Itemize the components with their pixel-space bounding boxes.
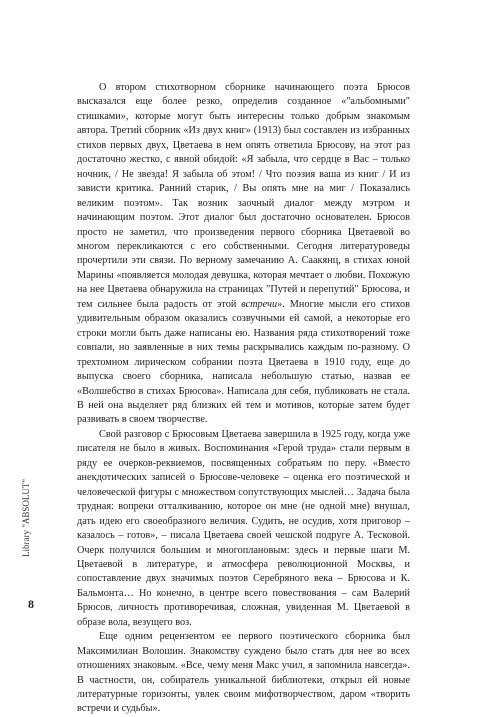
paragraph-voloshin: Еще одним рецензентом ее первого поэтического сборника был Максимилиан Волошин. Знакомству суждено было стать для нее во всех отношениях знаковым. «Все, чему меня Макс учил, я запомнила навсегда». В частности, он, собиратель уникальной библиотеки, открыл ей новые литературные горизонты, увлек своим мифотворчеством, даром «творить встречи и судьбы».: [77, 631, 410, 715]
page-number: 8: [28, 597, 34, 611]
paragraph-brusov-second-collection: О втором стихотворном сборнике начинающего поэта Брюсов высказался еще более резко, определив созданное «"альбомными" стишками», которые могут быть интересны только добрым знакомым автора. Третий сборник «Из двух книг» (1913) был составлен из избранных стихов первых двух, Цветаева в нем опять ответила Брюсову, на этот раз достаточно жестко, с явной обидой: «Я забыла, что сердце в Вас – только ночник, / Не звезда! Я забыла об этом! / Что поэзия ваша из книг / И из зависти критика. Ранний старик, / Вы опять мне на миг / Показались великим поэтом». Так возник заочный диалог между мэтром и начинающим поэтом. Этот диалог был достаточно основателен. Брюсов просто не заметил, что произведения первого сборника Цветаевой во многом перекликаются с его собственными. Сегодня литературоведы прочертили эти связи. По верному замечанию А. Саакянц, в стихах юной Марины «появляется молодая девушка, которая мечтает о любви. Похожую на нее Цветаева обнаружила на страницах "Путей и перепутий" Брюсова, и тем сильнее была радость от этой встречи». Многие мысли его стихов удивительным образом оказались созвучными ей самой, а некоторые его строки могли быть даже написаны ею. Названия ряда стихотворений тоже совпали, но заявленные в них темы раскрывались каждым по-разному. О трехтомном лирическом собрании поэта Цветаева в 1910 году, еще до выпуска своего сборника, написала небольшую статью, назвав ее «Волшебство в стихах Брюсова». Написала для себя, публиковать не стала. В ней она выделяет ряд близких ей тем и мотивов, которые затем будет развивать в своем творчестве.: [77, 82, 410, 426]
body-text: [77, 81, 410, 717]
paragraph-hero-of-labor: Свой разговор с Брюсовым Цветаева завершила в 1925 году, когда уже писателя не было в живых. Воспоминания «Герой труда» стали первым в ряду ее очерков-реквиемов, посвященных собратьям по перу. «Вместо анекдотических записей о Брюсове-человеке – оценка его поэтической и человеческой фигуры с множеством сопутствующих мыслей… Задача была трудная: вопреки отталкиванию, которое он мне (не одной мне) внушал, дать идею его своеобразного величия. Судить, не осудив, хотя приговор – казалось – готов», – писала Цветаева своей чешской подруге А. Тесковой. Очерк получился большим и многоплановым: здесь и первые шаги М. Цветаевой в литературе, и атмосфера революционной Москвы, и сопоставление двух значимых поэтов Серебряного века – Брюсова и К. Бальмонта… Но конечно, в центре всего повествования – сам Валерий Брюсов, личность противоречивая, сложная, увиденная М. Цветаевой в образе вола, везущего воз.: [77, 428, 410, 628]
emphasis-meeting: встречи: [241, 298, 278, 310]
library-side-label: Library "ABSOLUT": [21, 478, 31, 557]
